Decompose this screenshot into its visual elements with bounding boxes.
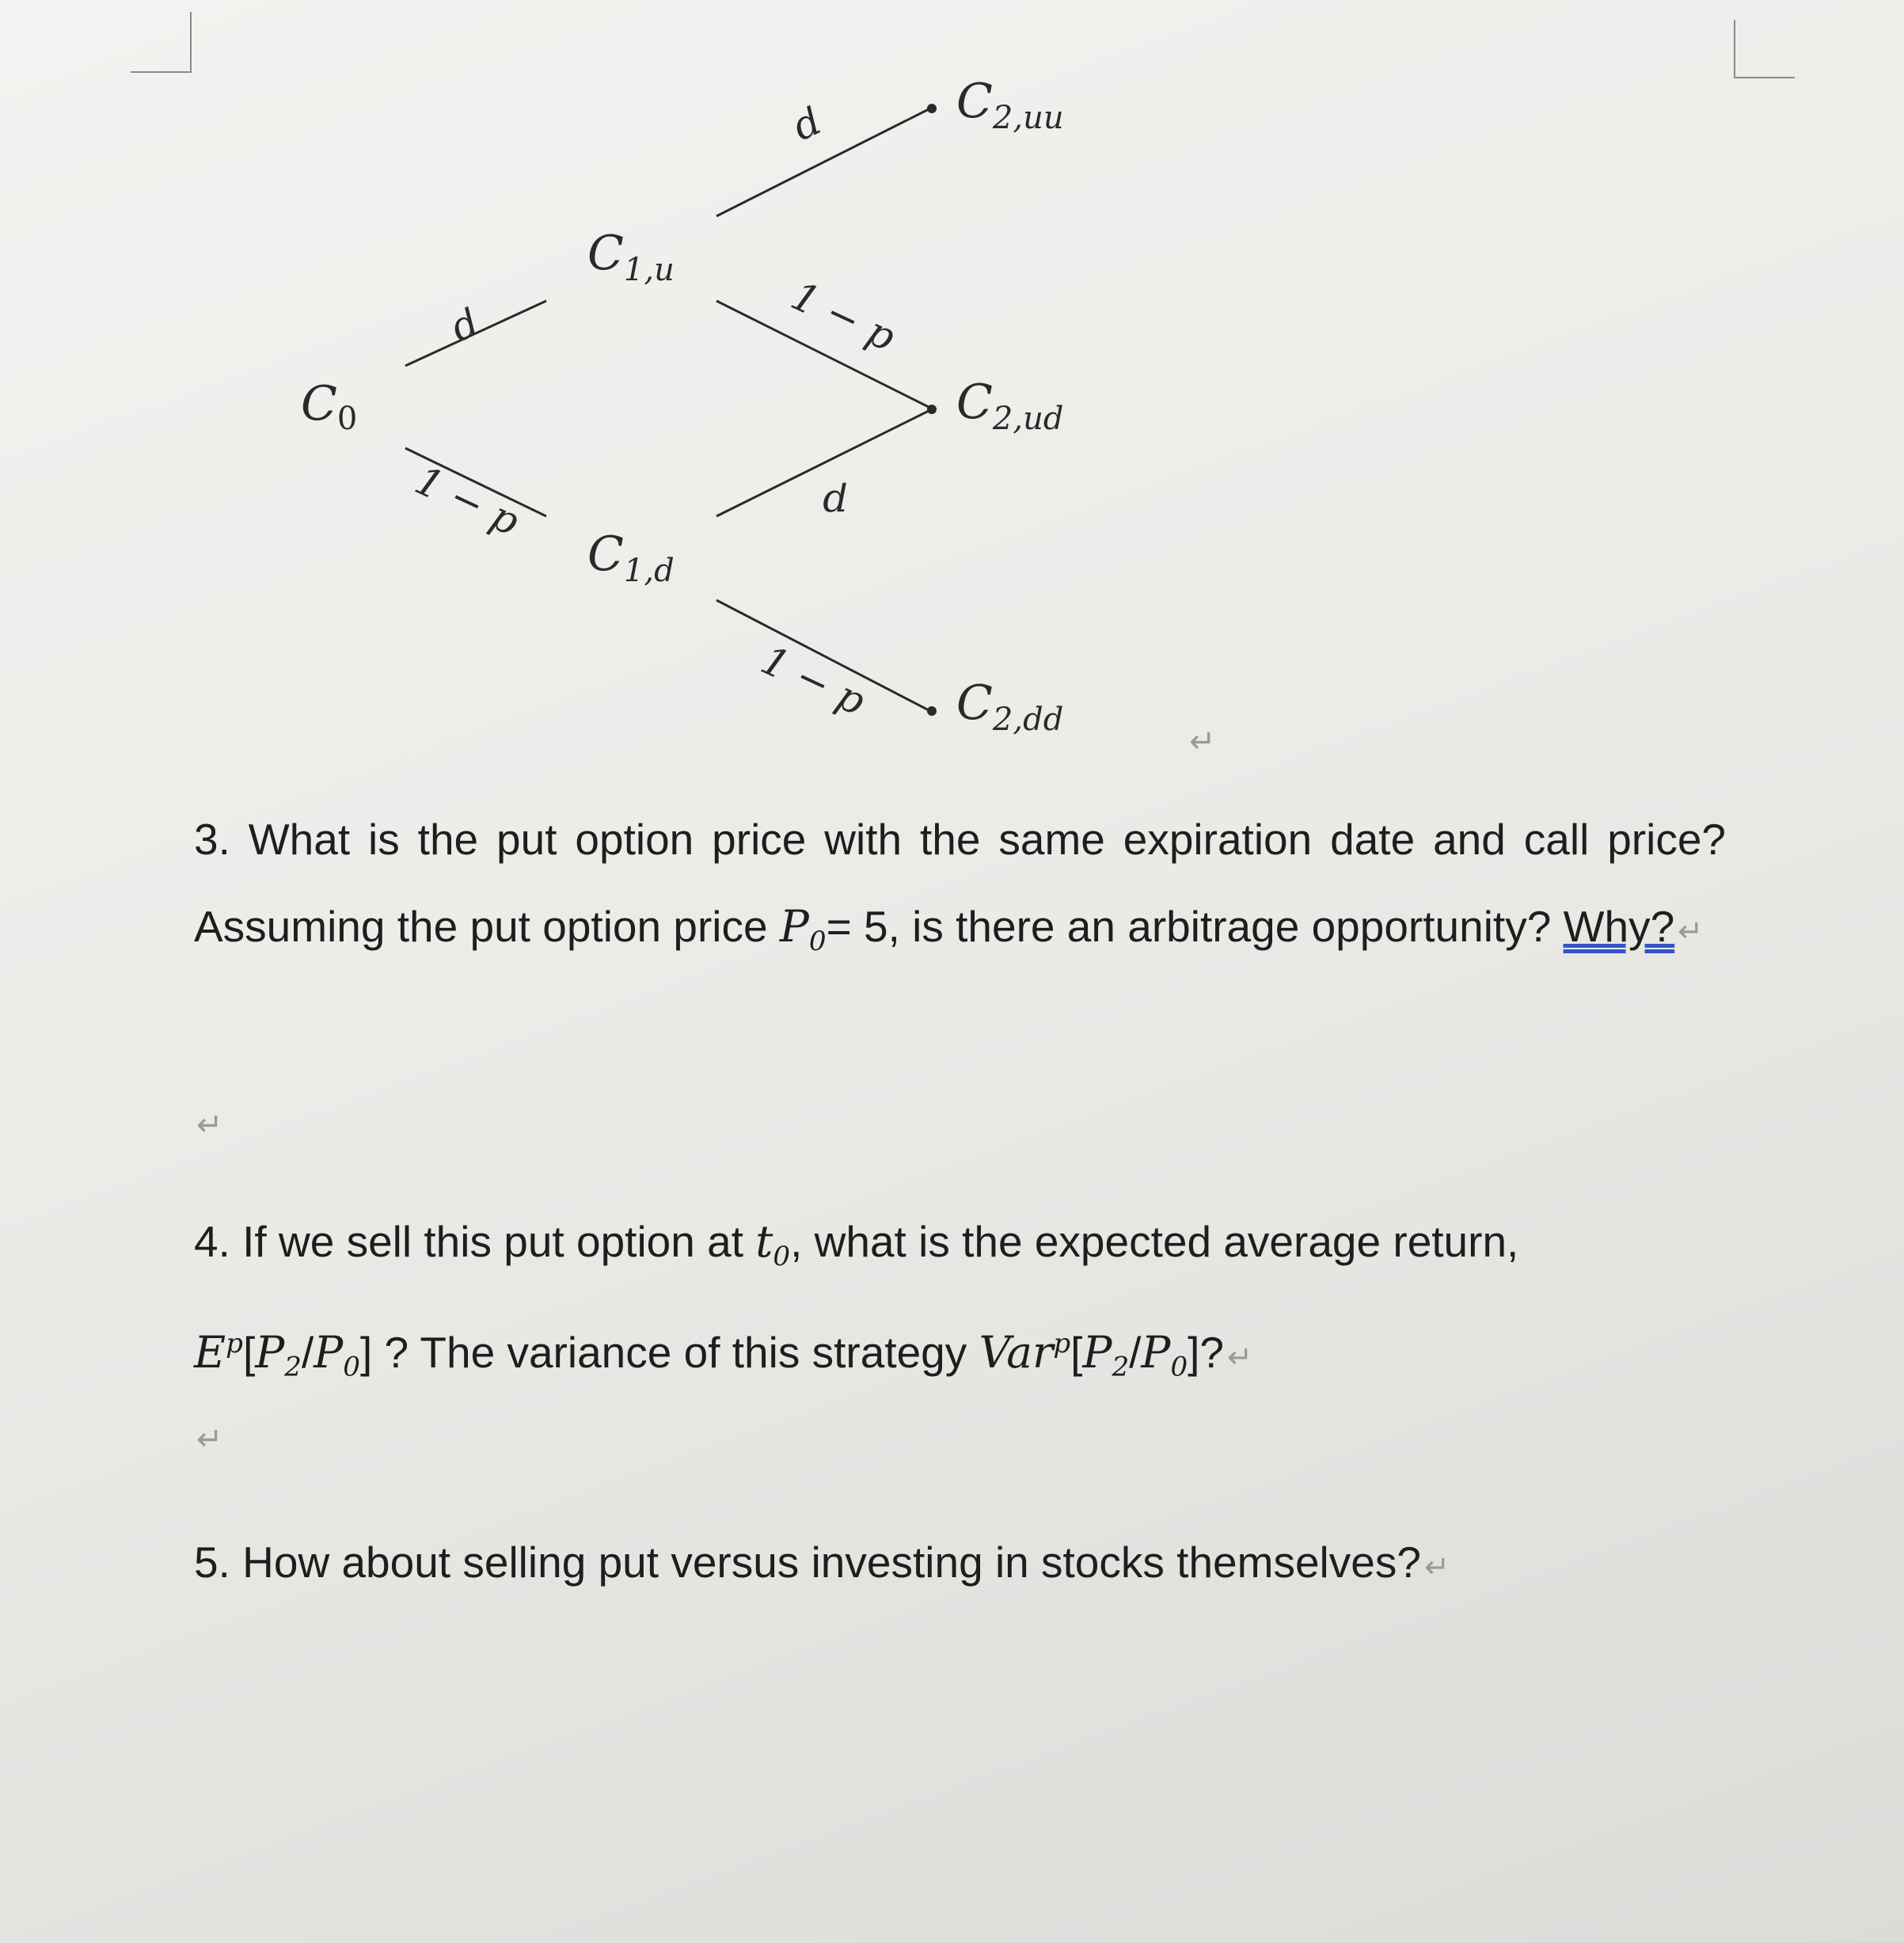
paragraph-mark: ↵	[196, 1108, 223, 1143]
paragraph-mark: ↵	[1189, 724, 1216, 760]
q4-text-1: 4. If we sell this put option at	[194, 1217, 756, 1266]
node-dot-c2ud	[927, 405, 937, 414]
node-c1u: $C_{1,u}$	[587, 226, 675, 288]
q4-t-sub: 0	[773, 1240, 791, 1272]
q4-p0b-sub: 0	[1170, 1351, 1188, 1383]
q3-var-sub: 0	[808, 925, 827, 957]
edge-label-c1d-up: p	[822, 481, 849, 527]
q4-close2: ]?	[1188, 1327, 1224, 1377]
question-5	[194, 1519, 1726, 1611]
q4-p2: P	[255, 1326, 285, 1378]
q4-text-3: ? The variance of this strategy	[372, 1327, 979, 1377]
q4-e-sup: p	[226, 1327, 243, 1359]
q4-open: [	[242, 1327, 256, 1377]
q5-text: 5. How about selling put versus investing in stocks themselves?	[194, 1538, 1421, 1587]
paragraph-mark: ↵	[1678, 914, 1704, 949]
q4-close: ]	[359, 1327, 373, 1377]
q4-p2b-sub: 2	[1112, 1351, 1130, 1383]
q4-var-sup: p	[1053, 1327, 1071, 1359]
q4-p2b: P	[1082, 1326, 1112, 1378]
node-c2uu: $C_{2,uu}$	[956, 74, 1064, 136]
q4-var: Var	[979, 1326, 1054, 1378]
question-4	[194, 1198, 1726, 1411]
q4-t: t	[755, 1216, 773, 1267]
q3-var: P	[779, 901, 809, 952]
node-c2ud: $C_{2,ud}$	[956, 375, 1064, 437]
paragraph-mark: ↵	[1423, 1550, 1450, 1584]
question-3	[194, 796, 1726, 985]
paragraph-mark: ↵	[196, 1422, 223, 1457]
edge-label-c0-up: p	[446, 304, 488, 357]
paragraph-mark: ↵	[1227, 1340, 1253, 1375]
edge-label-c1d-down: 1 − p	[754, 637, 872, 724]
edge-label-c1u-up: p	[788, 103, 830, 156]
node-c1d: $C_{1,d}$	[587, 527, 675, 589]
q4-p0-sub: 0	[343, 1351, 360, 1383]
q4-e: E	[194, 1326, 226, 1378]
node-c2dd: $C_{2,dd}$	[956, 675, 1064, 738]
q4-p0: P	[314, 1326, 344, 1378]
q3-text-1: 3. What is the put option price with the same expiration date and call price? Assuming the put option price	[194, 815, 1726, 951]
q4-slash2: /	[1129, 1327, 1142, 1377]
q4-slash: /	[301, 1327, 314, 1377]
q4-p0b: P	[1141, 1326, 1171, 1378]
q4-open2: [	[1070, 1327, 1083, 1377]
q3-why: Why?	[1563, 902, 1675, 951]
edge-label-c0-down: 1 − p	[408, 457, 526, 545]
binomial-tree-diagram	[0, 0, 1904, 792]
node-dot-c2dd	[927, 706, 937, 716]
node-c0: $C_0$	[301, 376, 358, 437]
q3-text-2: = 5, is there an arbitrage opportunity?	[826, 902, 1564, 951]
node-dot-c2uu	[927, 104, 937, 113]
edge-label-c1u-down: 1 − p	[784, 272, 903, 360]
q4-p2-sub: 2	[284, 1351, 302, 1383]
edge-c1u-c2uu	[716, 108, 930, 216]
q4-text-2: , what is the expected average return,	[790, 1217, 1519, 1266]
